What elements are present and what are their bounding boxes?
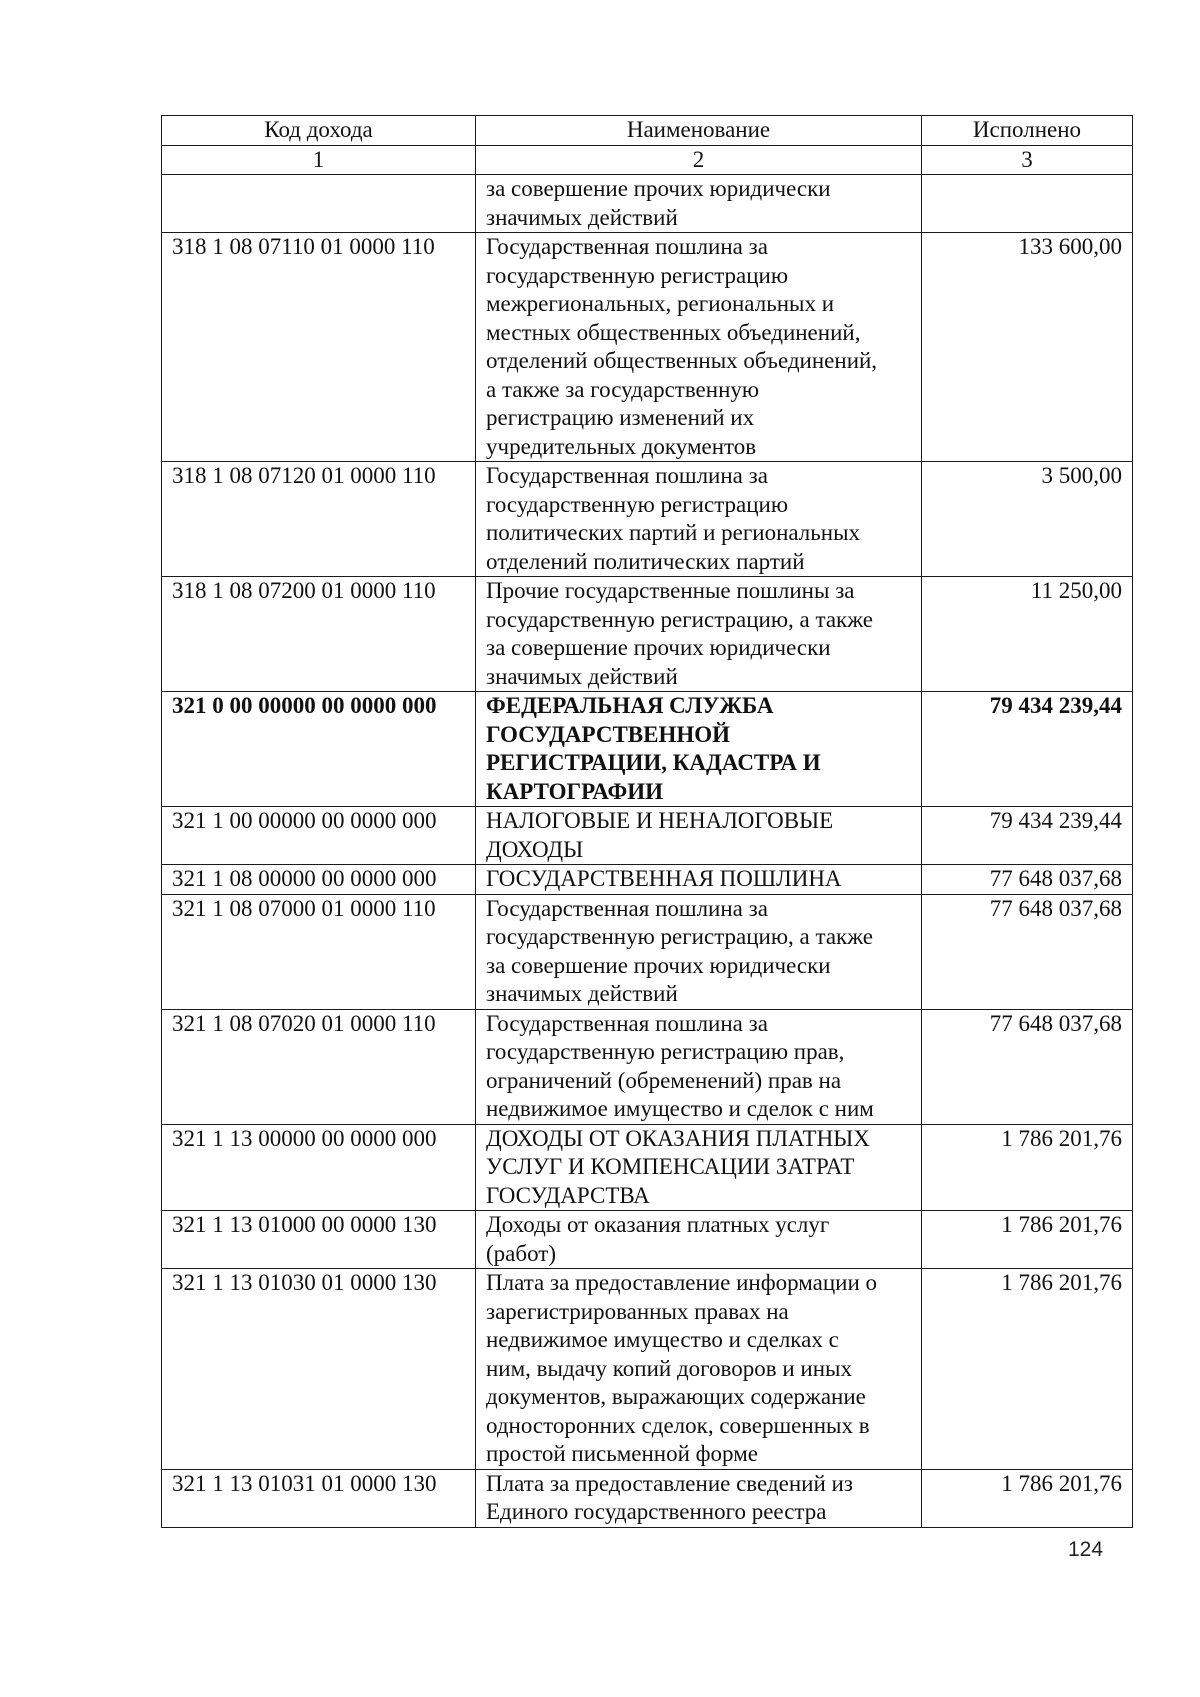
executed-amount-cell: 133 600,00	[922, 233, 1133, 462]
executed-amount-cell: 11 250,00	[922, 577, 1133, 692]
table-row	[162, 692, 1133, 807]
income-code-cell: 321 1 08 00000 00 0000 000	[162, 865, 476, 895]
header-name: Наименование	[476, 116, 922, 146]
executed-amount-cell: 3 500,00	[922, 462, 1133, 577]
income-name-line: ограничений (обременений) прав на	[486, 1067, 842, 1093]
income-name-line: государственную регистрацию прав,	[486, 1039, 845, 1064]
income-name-cell	[476, 1469, 922, 1527]
income-name-line: РЕГИСТРАЦИИ, КАДАСТРА И	[486, 750, 821, 775]
income-name-cell	[476, 692, 922, 807]
income-name-line: Прочие государственные пошлины за	[486, 578, 855, 603]
executed-amount-cell: 77 648 037,68	[922, 1009, 1133, 1124]
income-name-line: Государственная пошлина за	[486, 234, 768, 259]
income-name-line: за совершение прочих юридически	[486, 176, 831, 201]
income-code-cell: 318 1 08 07120 01 0000 110	[162, 462, 476, 577]
income-name-cell	[476, 577, 922, 692]
income-name-line: ДОХОДЫ	[486, 836, 584, 862]
header-executed: Исполнено	[922, 116, 1133, 146]
income-name-cell	[476, 894, 922, 1009]
table-row	[162, 1009, 1133, 1124]
income-name-line: ГОСУДАРСТВЕННОЙ	[486, 721, 731, 747]
income-name-line: политических партий и региональных	[486, 520, 861, 545]
executed-amount-cell: 1 786 201,76	[922, 1469, 1133, 1527]
income-code-cell: 318 1 08 07200 01 0000 110	[162, 577, 476, 692]
column-number-3: 3	[922, 145, 1133, 175]
income-code-cell: 321 1 00 00000 00 0000 000	[162, 807, 476, 865]
table-row	[162, 1211, 1133, 1269]
income-name-cell	[476, 233, 922, 462]
table-row	[162, 1124, 1133, 1211]
header-row	[162, 116, 1133, 146]
income-name-line: значимых действий	[486, 981, 678, 1006]
executed-amount-cell: 77 648 037,68	[922, 865, 1133, 895]
income-name-cell	[476, 807, 922, 865]
income-name-line: отделений общественных объединений,	[486, 348, 878, 373]
income-name-line: Единого государственного реестра	[486, 1499, 827, 1524]
income-name-line: ним, выдачу копий договоров и иных	[486, 1355, 852, 1381]
column-number-2: 2	[476, 145, 922, 175]
table-row	[162, 233, 1133, 462]
income-code-cell	[162, 175, 476, 233]
table-row	[162, 577, 1133, 692]
income-name-cell	[476, 1211, 922, 1269]
income-code-cell: 321 1 08 07020 01 0000 110	[162, 1009, 476, 1124]
income-code-cell: 321 1 13 01031 01 0000 130	[162, 1469, 476, 1527]
income-code-cell: 321 1 13 01030 01 0000 130	[162, 1269, 476, 1470]
income-name-line: НАЛОГОВЫЕ И НЕНАЛОГОВЫЕ	[486, 808, 834, 833]
executed-amount-cell: 1 786 201,76	[922, 1124, 1133, 1211]
executed-amount-cell: 79 434 239,44	[922, 692, 1133, 807]
income-name-line: государственную регистрацию, а также	[486, 924, 874, 949]
income-name-line: документов, выражающих содержание	[486, 1384, 866, 1409]
income-code-cell: 318 1 08 07110 01 0000 110	[162, 233, 476, 462]
income-name-line: Государственная пошлина за	[486, 895, 768, 921]
income-name-line: значимых действий	[486, 663, 678, 689]
income-name-line: значимых действий	[486, 204, 678, 230]
column-number-row	[162, 145, 1133, 175]
table-row	[162, 175, 1133, 233]
income-name-line: односторонних сделок, совершенных в	[486, 1412, 870, 1438]
income-name-cell	[476, 1009, 922, 1124]
income-name-line: ГОСУДАРСТВА	[486, 1182, 650, 1208]
executed-amount-cell	[922, 175, 1133, 233]
income-name-line: учредительных документов	[486, 433, 757, 459]
header-income-code: Код дохода	[162, 116, 476, 146]
table-row	[162, 865, 1133, 895]
income-name-line: государственную регистрацию, а также	[486, 606, 874, 632]
table-body	[162, 175, 1133, 1528]
income-name-line: ФЕДЕРАЛЬНАЯ СЛУЖБА	[486, 693, 774, 718]
page-number: 124	[1068, 1538, 1104, 1561]
income-name-line: регистрацию изменений их	[486, 405, 755, 430]
income-name-line: Государственная пошлина за	[486, 1010, 768, 1036]
income-name-line: государственную регистрацию	[486, 491, 789, 517]
executed-amount-cell: 1 786 201,76	[922, 1269, 1133, 1470]
income-name-line: ДОХОДЫ ОТ ОКАЗАНИЯ ПЛАТНЫХ	[486, 1125, 870, 1151]
income-name-cell	[476, 462, 922, 577]
income-code-cell: 321 1 13 00000 00 0000 000	[162, 1124, 476, 1211]
table-row	[162, 894, 1133, 1009]
table-row	[162, 1269, 1133, 1470]
income-name-line: УСЛУГ И КОМПЕНСАЦИИ ЗАТРАТ	[486, 1154, 855, 1179]
income-table	[161, 115, 1133, 1528]
income-name-cell	[476, 1269, 922, 1470]
table-row	[162, 462, 1133, 577]
income-name-line: государственную регистрацию	[486, 262, 789, 288]
table-row	[162, 1469, 1133, 1527]
income-name-line: отделений политических партий	[486, 548, 805, 574]
table-header	[162, 116, 1133, 175]
executed-amount-cell: 77 648 037,68	[922, 894, 1133, 1009]
income-code-cell: 321 1 08 07000 01 0000 110	[162, 894, 476, 1009]
income-code-cell: 321 1 13 01000 00 0000 130	[162, 1211, 476, 1269]
column-number-1: 1	[162, 145, 476, 175]
executed-amount-cell: 79 434 239,44	[922, 807, 1133, 865]
income-name-line: Плата за предоставление информации о	[486, 1270, 878, 1295]
income-name-line: межрегиональных, региональных и	[486, 291, 835, 316]
income-name-line: Государственная пошлина за	[486, 463, 768, 488]
income-name-line: местных общественных объединений,	[486, 319, 861, 345]
income-name-line: зарегистрированных правах на	[486, 1298, 789, 1324]
income-name-line: Доходы от оказания платных услуг	[486, 1212, 830, 1237]
income-name-line: недвижимое имущество и сделках с	[486, 1327, 839, 1352]
table-row	[162, 807, 1133, 865]
income-name-line: за совершение прочих юридически	[486, 952, 831, 978]
income-name-line: КАРТОГРАФИИ	[486, 778, 663, 804]
income-name-cell	[476, 1124, 922, 1211]
executed-amount-cell: 1 786 201,76	[922, 1211, 1133, 1269]
income-name-line: (работ)	[486, 1240, 556, 1266]
income-name-line: Плата за предоставление сведений из	[486, 1470, 853, 1496]
income-name-line: простой письменной форме	[486, 1441, 758, 1466]
income-name-line: а также за государственную	[486, 376, 760, 402]
income-code-cell: 321 0 00 00000 00 0000 000	[162, 692, 476, 807]
income-name-cell	[476, 175, 922, 233]
income-name-line: ГОСУДАРСТВЕННАЯ ПОШЛИНА	[486, 866, 842, 891]
income-name-line: за совершение прочих юридически	[486, 635, 831, 660]
income-name-cell	[476, 865, 922, 895]
income-name-line: недвижимое имущество и сделок с ним	[486, 1096, 874, 1121]
